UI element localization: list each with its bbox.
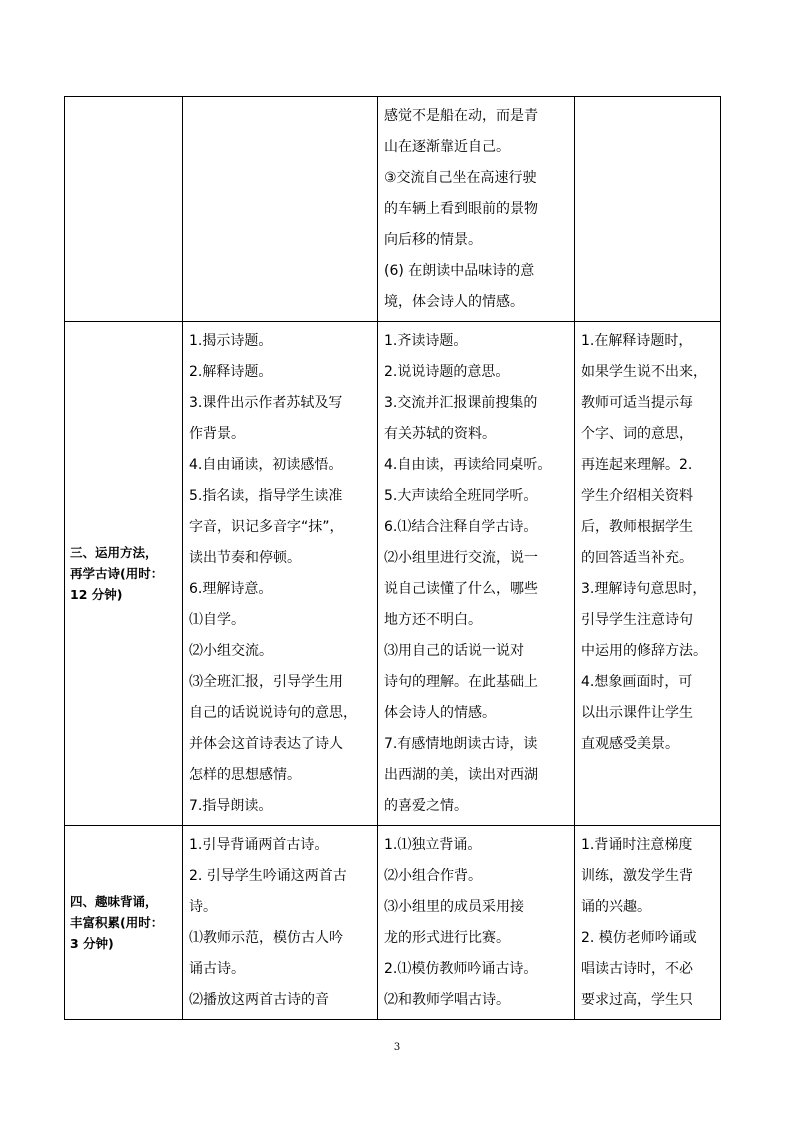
cell-text-line: ⑶小组里的成员采用接: [384, 899, 524, 915]
cell-text-line: 的喜爱之情。: [384, 798, 468, 814]
cell-text-line: 3.课件出示作者苏轼及写: [189, 395, 343, 411]
stage-cell: [65, 97, 183, 322]
cell-text-line: 1.引导背诵两首古诗。: [189, 837, 329, 853]
cell-text-line: ⑴教师示范，模仿古人吟: [189, 930, 343, 946]
cell-text-line: 训练，激发学生背: [581, 868, 693, 884]
cell-text-line: 出西湖的美，读出对西湖: [384, 767, 538, 783]
table-row: [65, 826, 721, 1020]
cell-text-line: 的车辆上看到眼前的景物: [384, 201, 538, 217]
student-activity-cell: [378, 322, 575, 826]
design-notes-cell: [575, 322, 721, 826]
cell-text-line: ⑴自学。: [189, 612, 245, 628]
cell-text-line: 1.揭示诗题。: [189, 333, 273, 349]
cell-text-line: 1.齐读诗题。: [384, 333, 468, 349]
stage-cell: [65, 826, 183, 1020]
cell-text-line: ⑵小组交流。: [189, 643, 273, 659]
cell-text-line: ⑶全班汇报，引导学生用: [189, 674, 343, 690]
cell-text-line: 并体会这首诗表达了诗人: [189, 736, 343, 752]
cell-text-line: 以出示课件让学生: [581, 705, 693, 721]
cell-text-line: 自己的话说说诗句的意思，: [189, 705, 357, 721]
cell-text-line: 1.背诵时注意梯度: [581, 837, 693, 853]
cell-text-line: ③交流自己坐在高速行驶: [384, 170, 537, 186]
cell-text-line: 作背景。: [189, 426, 245, 442]
cell-text-line: 体会诗人的情感。: [384, 705, 496, 721]
cell-text-line: 7.有感情地朗读古诗，读: [384, 736, 538, 752]
cell-text-line: 5.指名读，指导学生读准: [189, 488, 343, 504]
cell-text-line: 感觉不是船在动，而是青: [384, 108, 538, 124]
cell-text-line: 6.⑴结合注释自学古诗。: [384, 519, 538, 535]
cell-text-line: 2.说说诗题的意思。: [384, 364, 510, 380]
cell-text-line: 诗句的理解。在此基础上: [384, 674, 538, 690]
cell-text-line: 如果学生说不出来，: [581, 364, 707, 380]
cell-text-line: 2.解释诗题。: [189, 364, 273, 380]
cell-text-line: 诵古诗。: [189, 961, 245, 977]
cell-text-line: 再连起来理解。2.: [581, 457, 693, 473]
cell-text-line: 1.在解释诗题时，: [581, 333, 693, 349]
cell-text-line: 1.⑴独立背诵。: [384, 837, 482, 853]
lesson-plan-body: [65, 97, 721, 1020]
cell-text-line: 2. 模仿老师吟诵或: [581, 930, 697, 946]
cell-text-line: 6.理解诗意。: [189, 581, 273, 597]
cell-text-line: ⑵小组里进行交流，说一: [384, 550, 538, 566]
cell-text-line: 2.⑴模仿教师吟诵古诗。: [384, 961, 538, 977]
page-number: 3: [393, 1042, 401, 1053]
cell-text-line: 境，体会诗人的情感。: [384, 294, 524, 310]
student-activity-cell: [378, 97, 575, 322]
cell-text-line: 怎样的思想感情。: [189, 767, 301, 783]
cell-text-line: 7.指导朗读。: [189, 798, 273, 814]
cell-text-line: 的回答适当补充。: [581, 550, 693, 566]
cell-text-line: 再学古诗(用时：: [70, 566, 164, 581]
cell-text-line: 诗。: [189, 899, 217, 915]
cell-text-line: 有关苏轼的资料。: [384, 426, 496, 442]
cell-text-line: 丰富积累(用时：: [70, 915, 164, 930]
table-row: [65, 97, 721, 322]
cell-text-line: 后，教师根据学生: [581, 519, 693, 535]
cell-text-line: 唱读古诗时，不必: [581, 961, 693, 977]
teacher-activity-cell: [183, 826, 378, 1020]
cell-text-line: 地方还不明白。: [384, 612, 482, 628]
cell-text-line: 4.想象画面时，可: [581, 674, 693, 690]
teacher-activity-cell: [183, 322, 378, 826]
cell-text-line: 3.交流并汇报课前搜集的: [384, 395, 538, 411]
teacher-activity-cell: [183, 97, 378, 322]
cell-text-line: ⑵和教师学唱古诗。: [384, 992, 510, 1008]
cell-text-line: 龙的形式进行比赛。: [384, 930, 510, 946]
cell-text-line: 直观感受美景。: [581, 736, 679, 752]
cell-text-line: 诵的兴趣。: [581, 899, 651, 915]
design-notes-cell: [575, 97, 721, 322]
cell-text-line: (6) 在朗读中品味诗的意: [384, 263, 535, 279]
cell-text-line: ⑶用自己的话说一说对: [384, 643, 524, 659]
cell-text-line: ⑵小组合作背。: [384, 868, 482, 884]
cell-text-line: 字音，识记多音字“抹”，: [189, 519, 344, 535]
student-activity-cell: [378, 826, 575, 1020]
cell-text-line: 说自己读懂了什么，哪些: [384, 581, 538, 597]
cell-text-line: 教师可适当提示每: [581, 395, 693, 411]
cell-text-line: 要求过高，学生只: [581, 992, 693, 1008]
cell-text-line: 个字、词的意思，: [581, 426, 693, 442]
cell-text-line: 向后移的情景。: [384, 232, 482, 248]
cell-text-line: 学生介绍相关资料: [581, 488, 693, 504]
stage-cell: [65, 322, 183, 826]
cell-text-line: 山在逐渐靠近自己。: [384, 139, 510, 155]
lesson-plan-table: [64, 96, 721, 1020]
cell-text-line: 3 分钟): [70, 936, 114, 951]
design-notes-cell: [575, 826, 721, 1020]
cell-text-line: 12 分钟): [70, 587, 123, 602]
cell-text-line: 4.自由读，再读给同桌听。: [384, 457, 552, 473]
cell-text-line: 四、趣味背诵，: [70, 894, 158, 909]
cell-text-line: 4.自由诵读，初读感悟。: [189, 457, 343, 473]
cell-text-line: 三、运用方法，: [70, 545, 158, 560]
table-row: [65, 322, 721, 826]
cell-text-line: 2. 引导学生吟诵这两首古: [189, 868, 347, 884]
cell-text-line: 引导学生注意诗句: [581, 612, 693, 628]
cell-text-line: 5.大声读给全班同学听。: [384, 488, 538, 504]
cell-text-line: 3.理解诗句意思时，: [581, 581, 707, 597]
cell-text-line: 读出节奏和停顿。: [189, 550, 301, 566]
cell-text-line: ⑵播放这两首古诗的音: [189, 992, 329, 1008]
cell-text-line: 中运用的修辞方法。: [581, 643, 707, 659]
